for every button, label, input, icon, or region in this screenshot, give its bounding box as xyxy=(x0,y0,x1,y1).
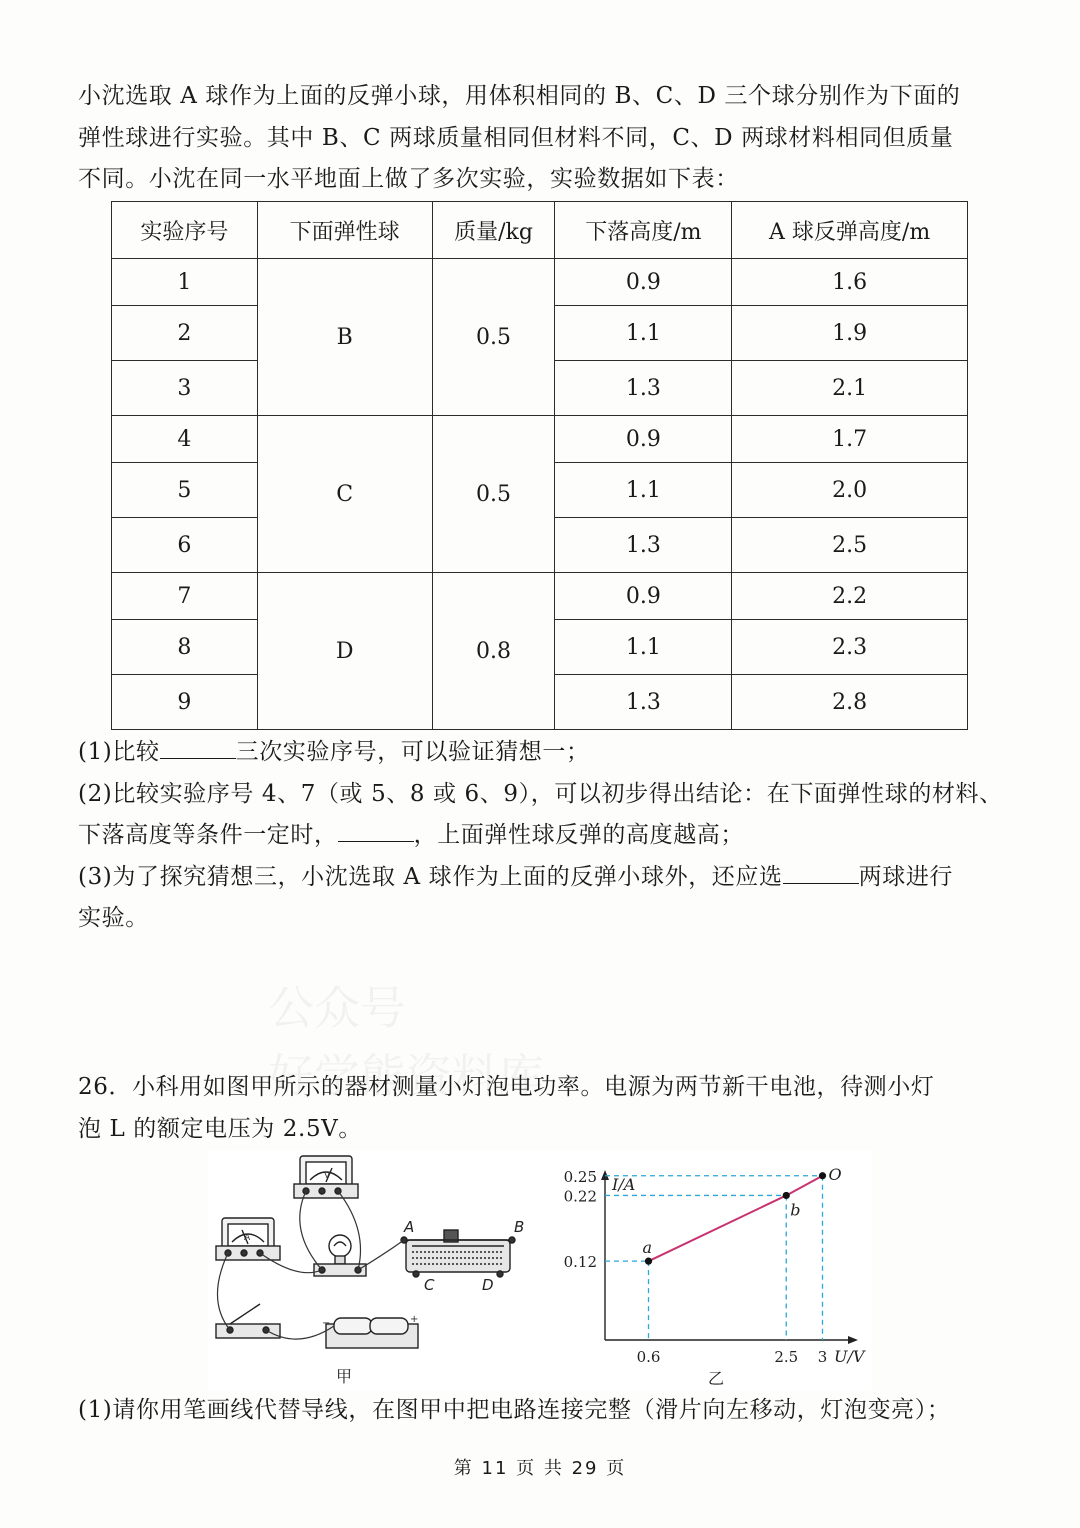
graph-yi xyxy=(564,1165,866,1366)
rebound-height: 1.9 xyxy=(732,306,968,361)
question-3-line-1 xyxy=(78,857,1008,899)
table-row xyxy=(112,416,968,463)
x-tick-label: 2.5 xyxy=(774,1348,799,1366)
figure-panel xyxy=(208,1150,872,1390)
x-tick-label: 3 xyxy=(817,1348,828,1366)
drop-height: 1.3 xyxy=(555,518,732,573)
battery xyxy=(322,1314,418,1348)
point-label: a xyxy=(642,1238,653,1258)
x-axis-arrow xyxy=(848,1336,858,1344)
problem-26-line-2: 泡 L 的额定电压为 2.5V。 xyxy=(78,1115,362,1142)
drop-height: 0.9 xyxy=(555,416,732,463)
table-row xyxy=(112,259,968,306)
question-3-line-2: 实验。 xyxy=(78,905,149,931)
header-cell: 质量/kg xyxy=(432,202,555,259)
trial-number: 9 xyxy=(112,675,258,730)
point-label: O xyxy=(828,1164,842,1184)
question-26-1 xyxy=(78,1390,1008,1432)
rebound-height: 2.8 xyxy=(732,675,968,730)
rebound-height: 2.0 xyxy=(732,463,968,518)
rheostat xyxy=(401,1230,515,1277)
ammeter-label: A xyxy=(244,1233,251,1243)
data-point xyxy=(819,1172,826,1179)
answer-blank-3[interactable] xyxy=(783,857,859,884)
y-axis-arrow xyxy=(601,1170,609,1180)
battery-minus: − xyxy=(322,1318,331,1329)
header-cell: 下落高度/m xyxy=(555,202,732,259)
q1-suffix: 三次实验序号，可以验证猜想一； xyxy=(235,739,590,765)
wires xyxy=(217,1191,404,1339)
header-cell: A 球反弹高度/m xyxy=(732,202,968,259)
watermark-line-1 xyxy=(268,972,406,1038)
rebound-height: 2.2 xyxy=(732,573,968,620)
y-axis-label: I/A xyxy=(612,1175,636,1194)
intro-line-3: 不同。小沈在同一水平地面上做了多次实验，实验数据如下表： xyxy=(78,166,739,192)
rebound-height: 1.7 xyxy=(732,416,968,463)
figure-svg xyxy=(208,1150,872,1390)
rebound-height: 1.6 xyxy=(732,259,968,306)
q1-prefix: (1)比较 xyxy=(78,739,160,765)
table-header-row xyxy=(112,202,968,259)
terminal-a-label: A xyxy=(404,1218,415,1236)
header-cell: 实验序号 xyxy=(112,202,258,259)
question-2-line-2 xyxy=(78,815,1008,857)
terminal-c-label: C xyxy=(424,1276,435,1294)
answer-blank-2[interactable] xyxy=(338,815,414,842)
ball-name: B xyxy=(257,259,432,416)
drop-height: 1.3 xyxy=(555,675,732,730)
q3-suffix: 两球进行 xyxy=(858,863,954,890)
trial-number: 6 xyxy=(112,518,258,573)
rebound-height: 2.1 xyxy=(732,361,968,416)
battery-plus: + xyxy=(410,1314,419,1325)
voltmeter-label: V xyxy=(324,1171,331,1181)
y-tick-label: 0.25 xyxy=(563,1167,597,1186)
intro-paragraph xyxy=(78,76,1008,201)
x-axis-label: U/V xyxy=(834,1347,865,1366)
q3-prefix: (3)为了探究猜想三，小沈选取 A 球作为上面的反弹小球外，还应选 xyxy=(78,863,783,890)
rebound-height: 2.5 xyxy=(732,518,968,573)
x-tick-label: 0.6 xyxy=(636,1348,661,1366)
ammeter xyxy=(216,1218,280,1260)
trial-number: 7 xyxy=(112,573,258,620)
drop-height: 0.9 xyxy=(555,259,732,306)
answer-blank-1[interactable] xyxy=(160,732,236,759)
experiment-table xyxy=(111,201,968,730)
y-tick-label: 0.22 xyxy=(563,1187,597,1206)
question-1 xyxy=(78,732,1008,774)
y-tick-label: 0.12 xyxy=(563,1253,597,1272)
table-row xyxy=(112,573,968,620)
question-26-1-text: (1)请你用笔画线代替导线，在图甲中把电路连接完整（滑片向左移动，灯泡变亮）； xyxy=(78,1397,951,1423)
problem-26 xyxy=(78,1067,1008,1150)
drop-height: 0.9 xyxy=(555,573,732,620)
voltmeter xyxy=(294,1156,358,1198)
questions xyxy=(78,732,1008,940)
rebound-height: 2.3 xyxy=(732,620,968,675)
trial-number: 3 xyxy=(112,361,258,416)
intro-line-1: 小沈选取 A 球作为上面的反弹小球，用体积相同的 B、C、D 三个球分别作为下面的 xyxy=(78,83,961,109)
ball-mass: 0.8 xyxy=(432,573,555,730)
figure-jia-caption: 甲 xyxy=(336,1367,353,1386)
trial-number: 2 xyxy=(112,306,258,361)
ball-name: C xyxy=(257,416,432,573)
problem-26-line-1: 26．小科用如图甲所示的器材测量小灯泡电功率。电源为两节新干电池，待测小灯 xyxy=(78,1074,935,1100)
trial-number: 4 xyxy=(112,416,258,463)
drop-height: 1.1 xyxy=(555,620,732,675)
ball-mass: 0.5 xyxy=(432,416,555,573)
ball-mass: 0.5 xyxy=(432,259,555,416)
point-label: b xyxy=(790,1200,801,1220)
terminal-b-label: B xyxy=(514,1218,525,1236)
trial-number: 8 xyxy=(112,620,258,675)
trial-number: 1 xyxy=(112,259,258,306)
q2-suffix: ，上面弹性球反弹的高度越高； xyxy=(413,822,745,848)
drop-height: 1.1 xyxy=(555,306,732,361)
drop-height: 1.3 xyxy=(555,361,732,416)
trial-number: 5 xyxy=(112,463,258,518)
data-point xyxy=(783,1192,790,1199)
terminal-d-label: D xyxy=(482,1276,494,1294)
drop-height: 1.1 xyxy=(555,463,732,518)
header-cell: 下面弹性球 xyxy=(257,202,432,259)
figure-yi-caption: 乙 xyxy=(708,1369,725,1388)
page-footer: 第 11 页 共 29 页 xyxy=(453,1458,627,1479)
intro-line-2: 弹性球进行实验。其中 B、C 两球质量相同但材料不同，C、D 两球材料相同但质量 xyxy=(78,124,954,151)
data-point xyxy=(645,1258,652,1265)
q2-prefix: 下落高度等条件一定时， xyxy=(78,822,338,848)
question-2-line-1: (2)比较实验序号 4、7（或 5、8 或 6、9），可以初步得出结论：在下面弹性球的材料、 xyxy=(78,780,1003,807)
ball-name: D xyxy=(257,573,432,730)
